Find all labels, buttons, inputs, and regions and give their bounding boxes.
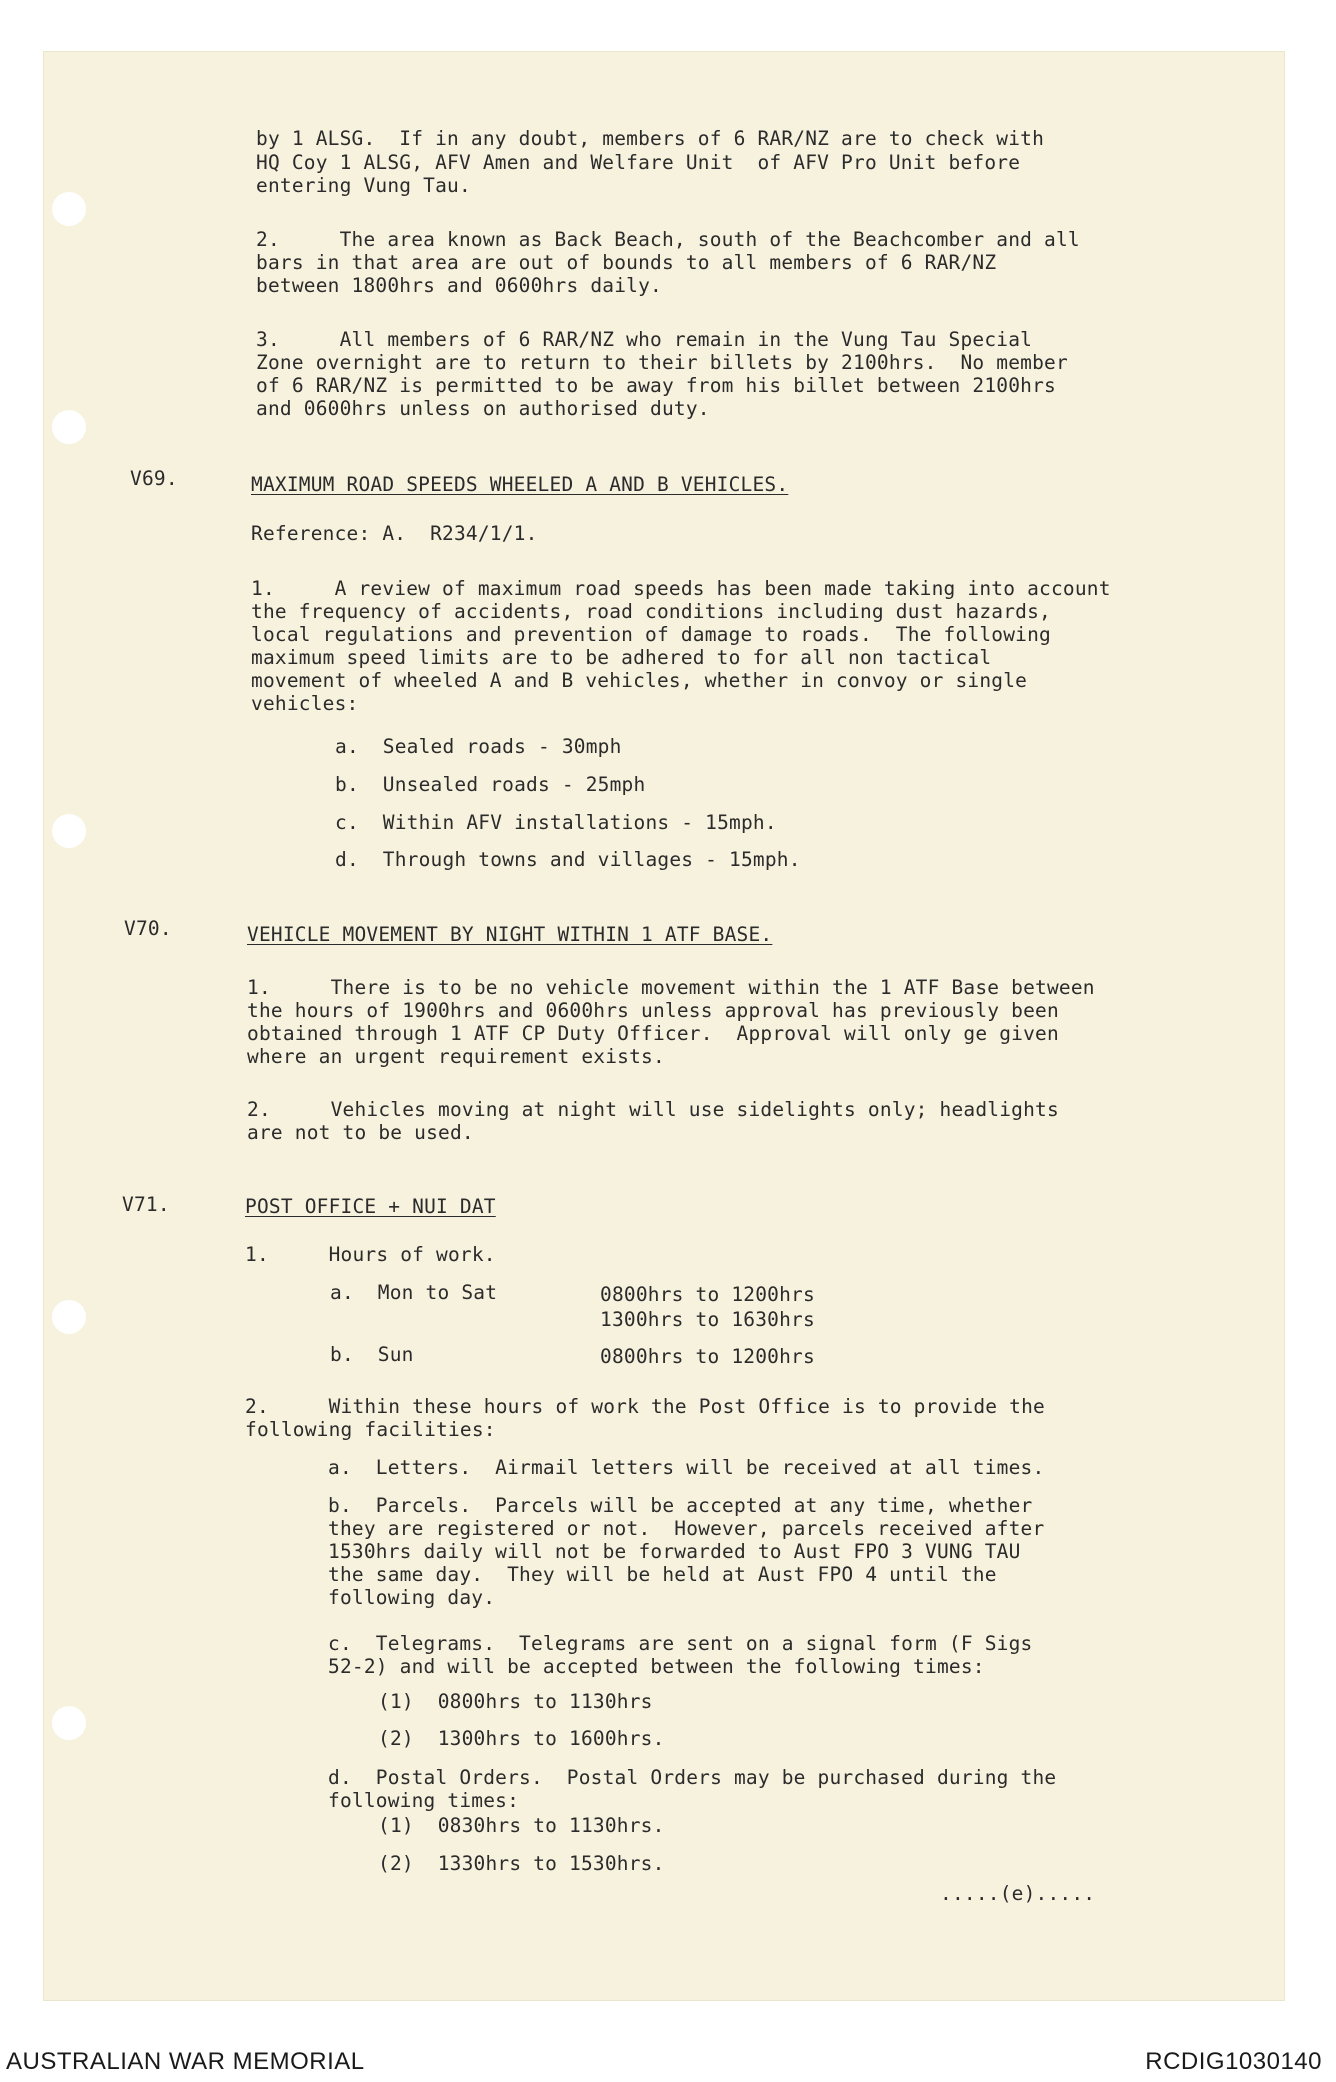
section-title: VEHICLE MOVEMENT BY NIGHT WITHIN 1 ATF BASE. bbox=[247, 923, 773, 946]
hours-label: a. Mon to Sat bbox=[330, 1281, 498, 1304]
paragraph-line: 2. Within these hours of work the Post Office is to provide the bbox=[245, 1395, 1045, 1418]
paragraph-line: 2. The area known as Back Beach, south of the Beachcomber and all bbox=[256, 228, 1080, 251]
paragraph-line: local regulations and prevention of damage to roads. The following bbox=[251, 623, 1051, 646]
facility-parcels: 1530hrs daily will not be forwarded to Aust FPO 3 VUNG TAU bbox=[328, 1540, 1021, 1563]
hours-time: 0800hrs to 1200hrs bbox=[600, 1283, 815, 1306]
facility-postal-orders: following times: bbox=[328, 1789, 520, 1812]
paragraph-line: 3. All members of 6 RAR/NZ who remain in the Vung Tau Special bbox=[256, 328, 1033, 351]
section-number: V69. bbox=[130, 467, 178, 490]
paragraph-line: movement of wheeled A and B vehicles, whether in convoy or single bbox=[251, 669, 1028, 692]
hours-label: b. Sun bbox=[330, 1343, 414, 1366]
facility-postal-orders: d. Postal Orders. Postal Orders may be purchased during the bbox=[328, 1766, 1057, 1789]
paragraph-line: are not to be used. bbox=[247, 1121, 474, 1144]
footer-source: AUSTRALIAN WAR MEMORIAL bbox=[6, 2048, 365, 2075]
paragraph-line: the hours of 1900hrs and 0600hrs unless approval has previously been bbox=[247, 999, 1059, 1022]
reference-line: Reference: A. R234/1/1. bbox=[251, 522, 538, 545]
paragraph-line: 2. Vehicles moving at night will use sidelights only; headlights bbox=[247, 1098, 1059, 1121]
list-item: c. Within AFV installations - 15mph. bbox=[335, 811, 777, 834]
punch-hole bbox=[52, 814, 86, 848]
facility-parcels: b. Parcels. Parcels will be accepted at any time, whether bbox=[328, 1494, 1033, 1517]
section-title: POST OFFICE + NUI DAT bbox=[245, 1195, 496, 1218]
paragraph-line: vehicles: bbox=[251, 692, 359, 715]
section-number: V71. bbox=[122, 1193, 170, 1216]
punch-hole bbox=[52, 410, 86, 444]
paragraph-line: between 1800hrs and 0600hrs daily. bbox=[256, 274, 662, 297]
section-title: MAXIMUM ROAD SPEEDS WHEELED A AND B VEHICLES. bbox=[251, 473, 789, 496]
hours-heading: 1. Hours of work. bbox=[245, 1243, 496, 1266]
postal-order-time: (2) 1330hrs to 1530hrs. bbox=[378, 1852, 665, 1875]
punch-hole bbox=[52, 192, 86, 226]
telegram-time: (2) 1300hrs to 1600hrs. bbox=[378, 1727, 665, 1750]
paragraph-line: Zone overnight are to return to their billets by 2100hrs. No member bbox=[256, 351, 1068, 374]
paragraph-line: 1. A review of maximum road speeds has been made taking into account bbox=[251, 577, 1111, 600]
postal-order-time: (1) 0830hrs to 1130hrs. bbox=[378, 1814, 665, 1837]
intro-line: HQ Coy 1 ALSG, AFV Amen and Welfare Unit of AFV Pro Unit before bbox=[256, 151, 1021, 174]
facility-telegrams: 52-2) and will be accepted between the following times: bbox=[328, 1655, 985, 1678]
facility-telegrams: c. Telegrams. Telegrams are sent on a signal form (F Sigs bbox=[328, 1632, 1033, 1655]
paragraph-line: 1. There is to be no vehicle movement within the 1 ATF Base between bbox=[247, 976, 1095, 999]
paragraph-line: following facilities: bbox=[245, 1418, 496, 1441]
punch-hole bbox=[52, 1706, 86, 1740]
section-number: V70. bbox=[124, 917, 172, 940]
paragraph-line: the frequency of accidents, road conditions including dust hazards, bbox=[251, 600, 1051, 623]
continuation-mark: .....(e)..... bbox=[940, 1882, 1096, 1905]
footer-id: RCDIG1030140 bbox=[1145, 2048, 1322, 2075]
facility-letters: a. Letters. Airmail letters will be received at all times. bbox=[328, 1456, 1045, 1479]
intro-line: by 1 ALSG. If in any doubt, members of 6 RAR/NZ are to check with bbox=[256, 127, 1045, 150]
list-item: d. Through towns and villages - 15mph. bbox=[335, 848, 801, 871]
paragraph-line: of 6 RAR/NZ is permitted to be away from his billet between 2100hrs bbox=[256, 374, 1056, 397]
facility-parcels: the same day. They will be held at Aust FPO 4 until the bbox=[328, 1563, 997, 1586]
list-item: a. Sealed roads - 30mph bbox=[335, 735, 622, 758]
hours-time: 1300hrs to 1630hrs bbox=[600, 1308, 815, 1331]
paragraph-line: maximum speed limits are to be adhered to for all non tactical bbox=[251, 646, 992, 669]
list-item: b. Unsealed roads - 25mph bbox=[335, 773, 646, 796]
paragraph-line: obtained through 1 ATF CP Duty Officer. Approval will only ge given bbox=[247, 1022, 1059, 1045]
hours-time: 0800hrs to 1200hrs bbox=[600, 1345, 815, 1368]
facility-parcels: they are registered or not. However, parcels received after bbox=[328, 1517, 1045, 1540]
intro-line: entering Vung Tau. bbox=[256, 174, 471, 197]
punch-hole bbox=[52, 1300, 86, 1334]
paragraph-line: bars in that area are out of bounds to all members of 6 RAR/NZ bbox=[256, 251, 997, 274]
facility-parcels: following day. bbox=[328, 1586, 496, 1609]
paragraph-line: where an urgent requirement exists. bbox=[247, 1045, 665, 1068]
telegram-time: (1) 0800hrs to 1130hrs bbox=[378, 1690, 653, 1713]
paragraph-line: and 0600hrs unless on authorised duty. bbox=[256, 397, 710, 420]
